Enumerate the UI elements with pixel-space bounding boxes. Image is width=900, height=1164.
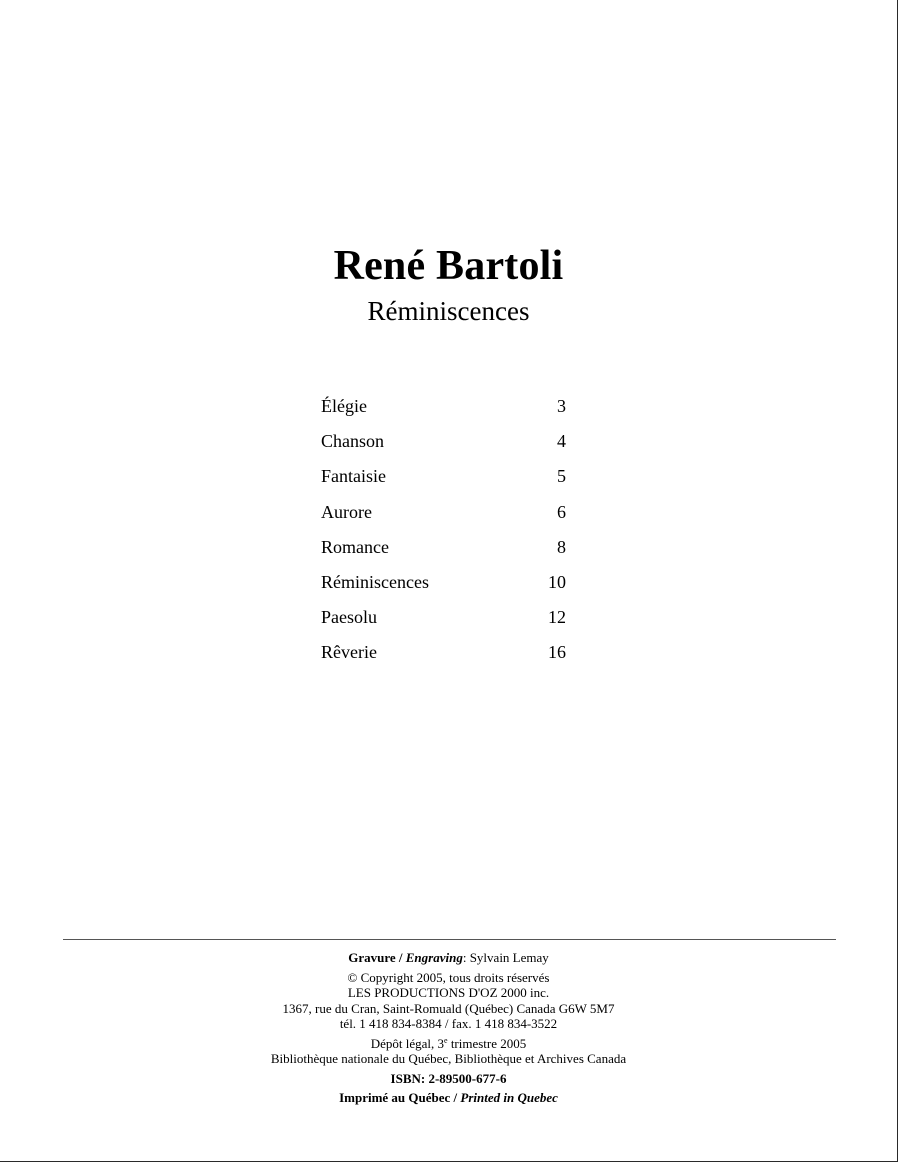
legal-deposit [0,1036,897,1052]
toc-entry-title: Réminiscences [321,571,429,592]
toc-entry-page: 3 [557,396,566,416]
publisher-address: 1367, rue du Cran, Saint-Romuald (Québec) Canada G6W 5M7 [282,1000,615,1016]
legal-deposit-superscript: e [444,1035,448,1045]
publisher-phone: tél. 1 418 834-8384 / fax. 1 418 834-3522 [339,1016,558,1031]
toc-entry-title: Romance [321,536,389,557]
collection-title: Réminiscences [367,296,530,326]
printed-label-en: Printed in Quebec [460,1090,558,1105]
toc-entry-title: Paesolu [321,607,377,628]
publisher-name: LES PRODUCTIONS D'OZ 2000 inc. [347,985,550,1000]
toc-entry [321,636,566,671]
composer-name: René Bartoli [333,243,564,289]
engraving-separator: / [395,950,406,965]
toc-entry [321,425,566,460]
toc-entry-title: Rêverie [321,642,377,663]
copyright-line: © Copyright 2005, tous droits réservés [347,969,550,985]
engraving-label-en: Engraving [405,950,463,965]
colophon [0,950,897,1106]
toc-entry-page: 10 [548,571,566,592]
engraving-label-fr: Gravure [348,950,396,965]
toc-entry-title: Fantaisie [321,466,386,487]
toc-entry [321,460,566,495]
legal-deposit-prefix: Dépôt légal, 3 [370,1035,444,1051]
printed-line [0,1090,897,1106]
engraving-credit [0,950,897,966]
toc-entry-title: Aurore [321,501,372,522]
printed-label-fr: Imprimé au Québec [339,1090,451,1105]
toc-entry [321,390,566,425]
isbn: ISBN: 2-89500-677-6 [390,1070,507,1086]
legal-deposit-suffix: trimestre 2005 [447,1035,527,1051]
toc-entry [321,496,566,531]
toc-entry [321,566,566,601]
printed-separator: / [450,1090,461,1105]
footer-divider [63,939,836,940]
toc-entry-page: 4 [557,431,566,452]
toc-entry-title: Chanson [321,431,384,452]
toc-entry-page: 6 [557,501,566,522]
libraries-line: Bibliothèque nationale du Québec, Bibliothèque et Archives Canada [270,1051,627,1066]
toc-entry-page: 5 [557,466,566,487]
toc-entry [321,531,566,566]
toc-entry-page: 8 [557,536,566,557]
table-of-contents [321,390,566,672]
toc-entry [321,601,566,636]
toc-entry-page: 16 [548,642,566,663]
engraver-name: : Sylvain Lemay [462,950,549,965]
toc-entry-page: 12 [548,607,566,628]
toc-entry-title: Élégie [321,396,367,416]
